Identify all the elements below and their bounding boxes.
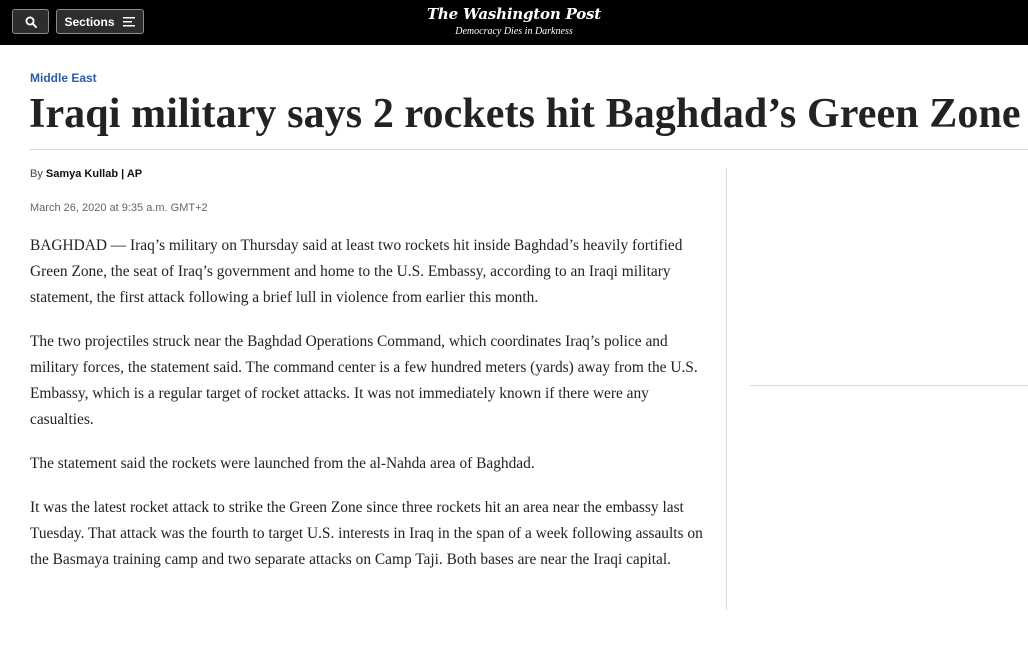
byline	[30, 168, 142, 180]
headline-divider	[30, 149, 1028, 150]
author-link[interactable]: Samya Kullab | AP	[45, 168, 143, 180]
publish-date: March 26, 2020 at 9:35 a.m. GMT+2	[30, 202, 208, 214]
sections-label: Sections	[64, 14, 115, 29]
search-icon	[25, 16, 37, 28]
washington-post-logo[interactable]	[394, 4, 634, 38]
logo-tagline: Democracy Dies in Darkness	[455, 26, 573, 37]
sidebar-divider	[750, 385, 1028, 386]
article-paragraph: It was the latest rocket attack to strike the Green Zone since three rockets hit an area near the embassy last Tuesday. That attack was the fourth to target U.S. interests in Iraq in the span of a week following assaults on the Basmaya training camp and two separate attacks on Camp Taji. Both bases are near the Iraqi capital.	[30, 499, 703, 568]
article-paragraph: BAGHDAD — Iraq’s military on Thursday said at least two rockets hit inside Baghdad’s heavily fortified Green Zone, the seat of Iraq’s government and home to the U.S. Embassy, according to an Iraqi military statement, the first attack following a brief lull in violence from earlier this month.	[30, 237, 683, 306]
search-button[interactable]	[12, 9, 49, 34]
article-headline: Iraqi military says 2 rockets hit Baghdad’s Green Zone	[29, 91, 1021, 137]
logo-wordmark: The Washington Post	[426, 5, 602, 23]
article-body	[30, 233, 710, 591]
byline-prefix: By	[30, 168, 43, 180]
section-kicker-link[interactable]: Middle East	[30, 71, 97, 85]
article-paragraph: The two projectiles struck near the Baghdad Operations Command, which coordinates Iraq’s police and military forces, the statement said. The command center is a few hundred meters (yards) away from the U.S. Embassy, which is a regular target of rocket attacks. It was not immediately known if there were any casualties.	[30, 333, 698, 428]
column-divider	[726, 168, 727, 610]
hamburger-icon	[123, 17, 136, 27]
top-navigation-bar	[0, 0, 1028, 45]
sections-button[interactable]	[56, 9, 144, 34]
article-paragraph: The statement said the rockets were launched from the al-Nahda area of Baghdad.	[30, 455, 535, 472]
